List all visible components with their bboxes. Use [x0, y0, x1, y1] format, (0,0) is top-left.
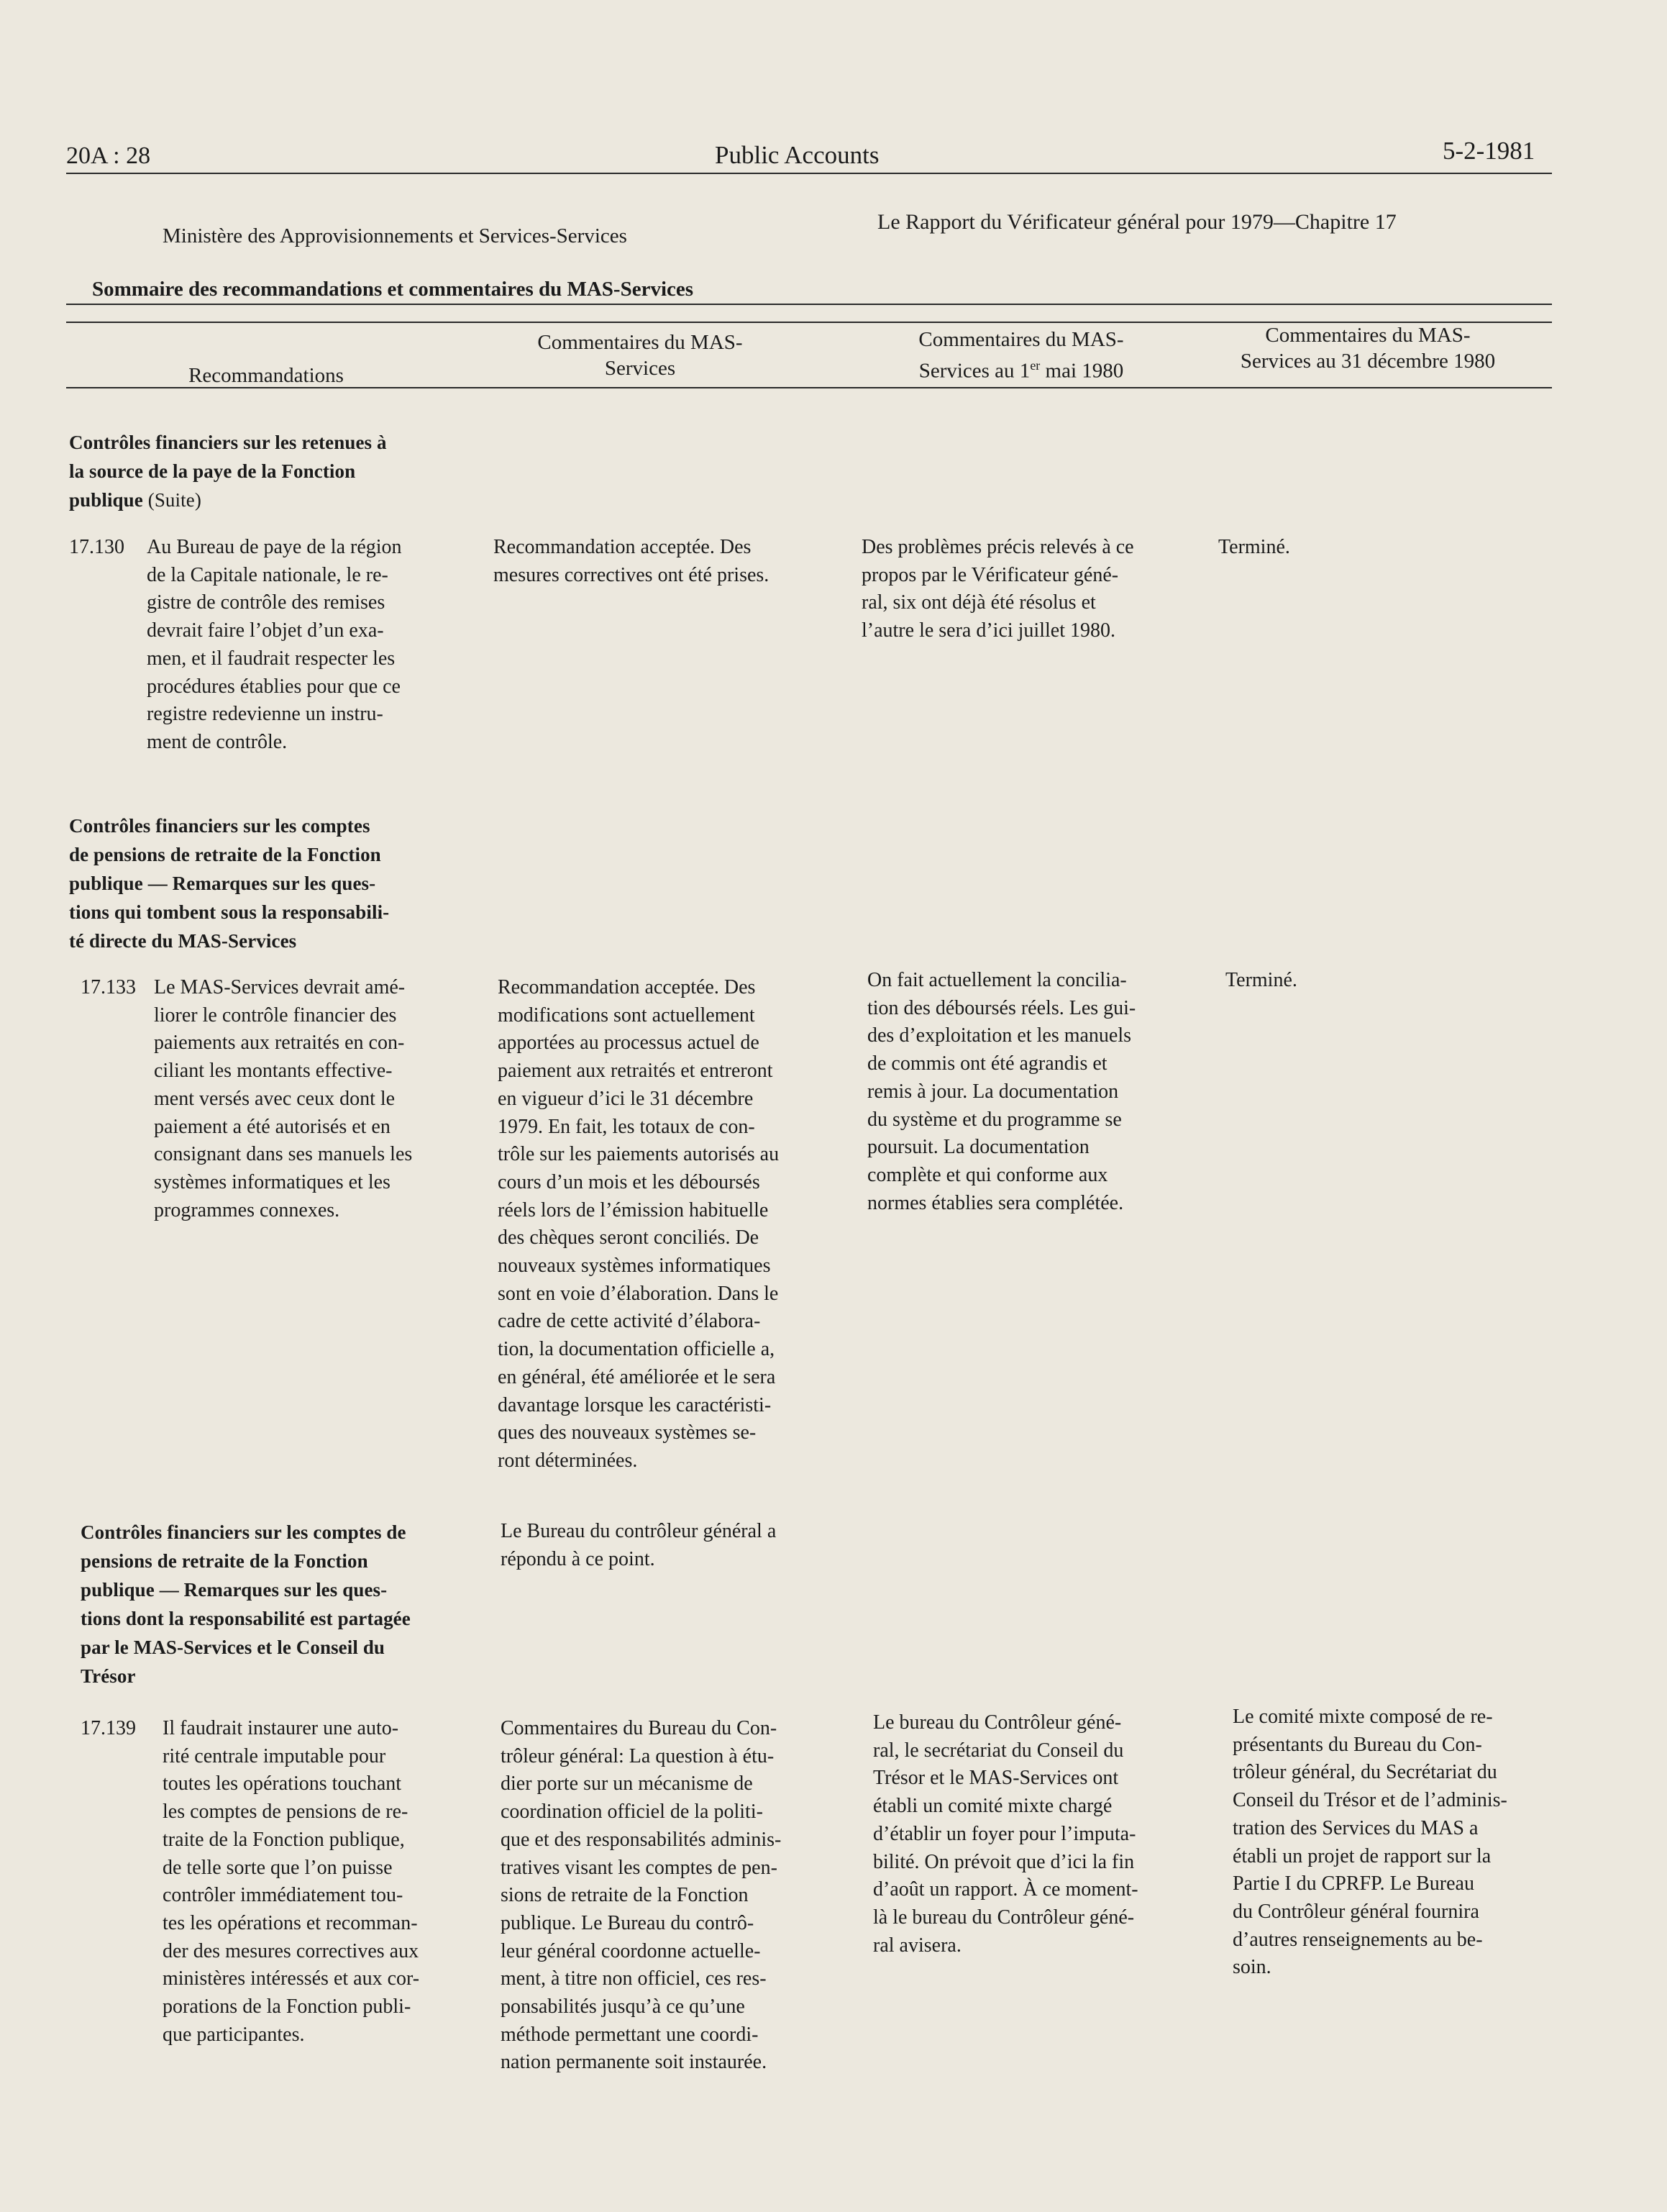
- text-line: Le MAS-Services devrait amé-: [154, 976, 406, 998]
- text-line: du système et du programme se: [867, 1108, 1122, 1131]
- text-line: l’autre le sera d’ici juillet 1980.: [862, 619, 1115, 642]
- mai-1980-comment: [873, 1709, 1211, 1960]
- text-line: les comptes de pensions de re-: [163, 1801, 408, 1824]
- mas-comment: [498, 974, 843, 1475]
- text-line: apportées au processus actuel de: [498, 1032, 759, 1055]
- column-header-mas-services: [503, 329, 777, 381]
- text-line: que participantes.: [163, 2023, 305, 2046]
- section-heading-line: la source de la paye de la Fonction: [69, 460, 356, 482]
- section-heading-pensions-partagee: [81, 1518, 411, 1690]
- text-line: ront déterminées.: [498, 1449, 638, 1472]
- text-line: registre redevienne un instru-: [147, 703, 383, 726]
- text-line: Au Bureau de paye de la région: [147, 536, 402, 558]
- table-header-rule: [66, 387, 1552, 388]
- section-heading-pensions-mas: [69, 811, 389, 955]
- text-line: 1979. En fait, les totaux de con-: [498, 1115, 755, 1138]
- section-heading-line: tions dont la responsabilité est partagée: [81, 1608, 411, 1629]
- text-line: dier porte sur un mécanisme de: [501, 1772, 753, 1795]
- text-line: Terminé.: [1218, 536, 1290, 558]
- text-line: ment versés avec ceux dont le: [154, 1087, 396, 1110]
- text-line: paiement aux retraités et entreront: [498, 1060, 773, 1083]
- text-line: devrait faire l’objet d’un exa-: [147, 619, 384, 642]
- text-line: que et des responsabilités adminis-: [501, 1828, 782, 1851]
- section-heading-retenues: [69, 428, 387, 514]
- text-line: ciliant les montants effective-: [154, 1060, 393, 1083]
- text-line: ministères intéressés et aux cor-: [163, 1967, 420, 1990]
- text-line: ral, six ont déjà été résolus et: [862, 591, 1096, 614]
- text-line: ques des nouveaux systèmes se-: [498, 1421, 757, 1444]
- superscript: er: [1030, 358, 1041, 373]
- text-line: publique. Le Bureau du contrô-: [501, 1911, 754, 1934]
- text-line: méthode permettant une coordi-: [501, 2023, 759, 2046]
- text-line: tes les opérations et recomman-: [163, 1911, 418, 1934]
- controller-response: [501, 1518, 846, 1573]
- text-line: leur général coordonne actuelle-: [501, 1939, 761, 1962]
- column-header-label: Commentaires du MAS-: [1265, 324, 1471, 347]
- text-line: cadre de cette activité d’élabora-: [498, 1310, 761, 1333]
- column-header-decembre-1980: [1202, 322, 1533, 374]
- section-heading-line: tions qui tombent sous la responsabili-: [69, 901, 390, 923]
- text-line: établi un comité mixte chargé: [873, 1795, 1113, 1818]
- text-line: On fait actuellement la concilia-: [867, 969, 1127, 991]
- text-line: liorer le contrôle financier des: [154, 1003, 397, 1027]
- text-line: Commentaires du Bureau du Con-: [501, 1717, 777, 1739]
- text-line: paiements aux retraités en con-: [154, 1032, 405, 1055]
- text-line: ral avisera.: [873, 1934, 962, 1957]
- section-heading-part: publique: [69, 489, 143, 511]
- column-header-label: Services au 31 décembre 1980: [1240, 350, 1496, 373]
- section-heading-line: té directe du MAS-Services: [69, 930, 297, 952]
- text-line: du Contrôleur général fournira: [1233, 1900, 1479, 1923]
- decembre-1980-comment: [1218, 534, 1535, 562]
- section-heading-line: publique — Remarques sur les ques-: [81, 1579, 388, 1601]
- table-top-rule: [66, 304, 1552, 305]
- text-line: Conseil du Trésor et de l’adminis-: [1233, 1789, 1507, 1812]
- text-line: ment, à titre non officiel, ces res-: [501, 1967, 767, 1990]
- column-header-label: Commentaires du MAS-: [537, 331, 743, 354]
- text-line: présentants du Bureau du Con-: [1233, 1733, 1482, 1756]
- page-date: 5-2-1981: [1443, 137, 1535, 165]
- column-header-label: Recommandations: [188, 364, 344, 387]
- text-line: Le bureau du Contrôleur géné-: [873, 1711, 1122, 1734]
- section-heading-line: Contrôles financiers sur les comptes de: [81, 1521, 406, 1543]
- decembre-1980-comment: [1225, 967, 1542, 995]
- text-line: d’autres renseignements au be-: [1233, 1928, 1483, 1951]
- text-line: toutes les opérations touchant: [163, 1772, 402, 1795]
- section-heading-line: Trésor: [81, 1665, 136, 1687]
- text-line: ment de contrôle.: [147, 730, 288, 753]
- text-line: soin.: [1233, 1956, 1271, 1979]
- column-header-label-part: Services au 1: [918, 359, 1031, 383]
- text-line: tion des déboursés réels. Les gui-: [867, 996, 1136, 1019]
- mas-comment: [493, 534, 839, 589]
- text-line: sions de retraite de la Fonction: [501, 1884, 749, 1907]
- mai-1980-comment: [867, 967, 1205, 1217]
- page-reference: 20A : 28: [66, 142, 151, 169]
- text-line: cours d’un mois et les déboursés: [498, 1170, 760, 1193]
- text-line: contrôler immédiatement tou-: [163, 1884, 403, 1907]
- text-line: propos par le Vérificateur géné-: [862, 563, 1119, 586]
- text-line: d’établir un foyer pour l’imputa-: [873, 1822, 1136, 1845]
- section-heading-line: Contrôles financiers sur les retenues à: [69, 432, 387, 453]
- ministry-heading: Ministère des Approvisionnements et Services-Services: [163, 224, 627, 247]
- section-heading-line: Contrôles financiers sur les comptes: [69, 815, 370, 837]
- item-number: 17.139: [81, 1717, 136, 1739]
- text-line: en général, été améliorée et le sera: [498, 1365, 776, 1388]
- text-line: de la Capitale nationale, le re-: [147, 563, 388, 586]
- text-line: gistre de contrôle des remises: [147, 591, 385, 614]
- text-line: Le Bureau du contrôleur général a: [501, 1520, 777, 1542]
- text-line: Trésor et le MAS-Services ont: [873, 1767, 1119, 1790]
- text-line: établi un projet de rapport sur la: [1233, 1844, 1492, 1867]
- text-line: Il faudrait instaurer une auto-: [163, 1717, 399, 1739]
- text-line: Partie I du CPRFP. Le Bureau: [1233, 1872, 1474, 1895]
- section-heading-line: [69, 486, 387, 514]
- column-header-label: Commentaires du MAS-: [918, 328, 1124, 351]
- item-number: 17.133: [81, 976, 136, 998]
- text-line: coordination officiel de la politi-: [501, 1801, 763, 1824]
- section-heading-line: pensions de retraite de la Fonction: [81, 1550, 368, 1572]
- text-line: procédures établies pour que ce: [147, 675, 401, 698]
- text-line: en vigueur d’ici le 31 décembre: [498, 1087, 754, 1110]
- text-line: bilité. On prévoit que d’ici la fin: [873, 1850, 1135, 1873]
- text-line: poursuit. La documentation: [867, 1136, 1090, 1159]
- text-line: mesures correctives ont été prises.: [493, 563, 769, 586]
- section-heading-line: publique — Remarques sur les ques-: [69, 873, 376, 894]
- text-line: réels lors de l’émission habituelle: [498, 1198, 769, 1221]
- text-line: des d’exploitation et les manuels: [867, 1024, 1132, 1047]
- text-line: modifications sont actuellement: [498, 1003, 755, 1027]
- text-line: normes établies sera complétée.: [867, 1191, 1124, 1214]
- header-rule: [66, 173, 1552, 174]
- text-line: tion, la documentation officielle a,: [498, 1338, 775, 1361]
- text-line: porations de la Fonction publi-: [163, 1995, 411, 2018]
- summary-heading: Sommaire des recommandations et commentaires du MAS-Services: [92, 278, 694, 301]
- text-line: trôle sur les paiements autorisés au: [498, 1143, 780, 1166]
- text-line: men, et il faudrait respecter les: [147, 647, 396, 670]
- column-header-mai-1980: [870, 327, 1172, 384]
- text-line: nation permanente soit instaurée.: [501, 2051, 767, 2074]
- text-line: répondu à ce point.: [501, 1547, 655, 1570]
- recommendation-text: [163, 1715, 472, 2049]
- text-line: der des mesures correctives aux: [163, 1939, 419, 1962]
- text-line: paiement a été autorisés et en: [154, 1115, 391, 1138]
- page-title: Public Accounts: [715, 141, 880, 169]
- text-line: complète et qui conforme aux: [867, 1163, 1108, 1186]
- item-number: 17.130: [69, 536, 124, 558]
- text-line: Terminé.: [1225, 969, 1297, 991]
- text-line: tratives visant les comptes de pen-: [501, 1856, 777, 1879]
- text-line: programmes connexes.: [154, 1198, 340, 1221]
- text-line: Recommandation acceptée. Des: [498, 976, 756, 998]
- text-line: rité centrale imputable pour: [163, 1744, 386, 1767]
- section-heading-line: de pensions de retraite de la Fonction: [69, 844, 381, 865]
- text-line: Le comité mixte composé de re-: [1233, 1706, 1493, 1728]
- text-line: des chèques seront conciliés. De: [498, 1226, 759, 1250]
- text-line: consignant dans ses manuels les: [154, 1143, 413, 1166]
- recommendation-text: [147, 534, 466, 757]
- column-header-recommandations: [158, 363, 374, 388]
- text-line: trôleur général: La question à étu-: [501, 1744, 775, 1767]
- text-line: d’août un rapport. À ce moment-: [873, 1878, 1138, 1901]
- column-header-label-part: mai 1980: [1040, 359, 1124, 383]
- text-line: sont en voie d’élaboration. Dans le: [498, 1282, 779, 1305]
- recommendation-text: [154, 974, 470, 1224]
- text-line: Recommandation acceptée. Des: [493, 536, 752, 558]
- text-line: trôleur général, du Secrétariat du: [1233, 1761, 1497, 1784]
- text-line: systèmes informatiques et les: [154, 1170, 391, 1193]
- text-line: là le bureau du Contrôleur géné-: [873, 1906, 1135, 1929]
- mai-1980-comment: [862, 534, 1200, 645]
- column-header-label: Services: [604, 357, 676, 380]
- section-heading-part: (Suite): [142, 489, 201, 511]
- column-header-label: [870, 352, 1172, 384]
- mas-comment: [501, 1715, 846, 2077]
- text-line: de telle sorte que l’on puisse: [163, 1856, 393, 1879]
- decembre-1980-comment: [1233, 1703, 1549, 1982]
- report-heading: Le Rapport du Vérificateur général pour 1979—Chapitre 17: [877, 210, 1397, 234]
- text-line: traite de la Fonction publique,: [163, 1828, 405, 1851]
- text-line: ral, le secrétariat du Conseil du: [873, 1739, 1124, 1762]
- text-line: Des problèmes précis relevés à ce: [862, 536, 1134, 558]
- text-line: nouveaux systèmes informatiques: [498, 1255, 771, 1278]
- text-line: tration des Services du MAS a: [1233, 1816, 1479, 1839]
- text-line: davantage lorsque les caractéristi-: [498, 1393, 772, 1416]
- section-heading-line: par le MAS-Services et le Conseil du: [81, 1637, 385, 1658]
- text-line: remis à jour. La documentation: [867, 1080, 1119, 1103]
- text-line: de commis ont été agrandis et: [867, 1052, 1107, 1075]
- text-line: ponsabilités jusqu’à ce qu’une: [501, 1995, 745, 2018]
